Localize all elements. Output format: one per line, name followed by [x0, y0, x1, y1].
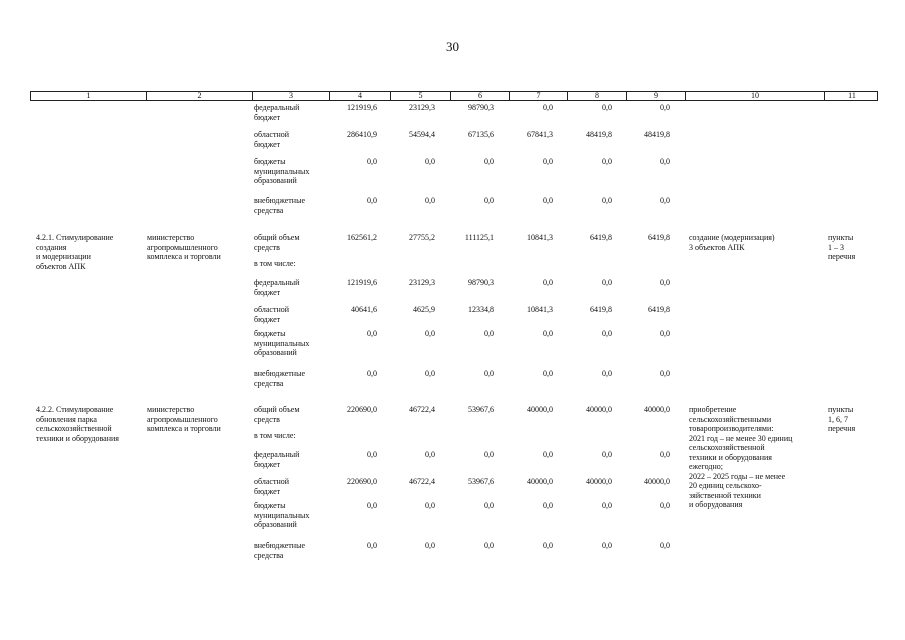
value-cell: 40000,0 [644, 405, 670, 414]
value-cell: 286410,9 [347, 130, 377, 139]
row-label: бюджеты муниципальных образований [254, 501, 310, 529]
value-cell: 0,0 [602, 196, 612, 205]
row-label: федеральный бюджет [254, 450, 300, 469]
row-label: областной бюджет [254, 477, 290, 496]
value-cell: 6419,8 [590, 233, 612, 242]
value-cell: 0,0 [484, 369, 494, 378]
value-cell: 0,0 [660, 329, 670, 338]
value-cell: 121919,6 [347, 278, 377, 287]
section-reference: пункты 1 – 3 перечня [828, 233, 856, 261]
value-cell: 12334,8 [468, 305, 494, 314]
section-executor: министерство агропромышленного комплекса и торговли [147, 233, 221, 261]
value-cell: 0,0 [602, 103, 612, 112]
column-header: 10 [685, 92, 824, 100]
value-cell: 67135,6 [468, 130, 494, 139]
value-cell: 4625,9 [413, 305, 435, 314]
value-cell: 0,0 [425, 450, 435, 459]
value-cell: 0,0 [484, 541, 494, 550]
value-cell: 6419,8 [648, 233, 670, 242]
value-cell: 46722,4 [409, 405, 435, 414]
value-cell: 0,0 [660, 278, 670, 287]
value-cell: 0,0 [660, 450, 670, 459]
value-cell: 0,0 [543, 369, 553, 378]
row-label: бюджеты муниципальных образований [254, 157, 310, 185]
value-cell: 40000,0 [527, 477, 553, 486]
value-cell: 0,0 [425, 541, 435, 550]
value-cell: 0,0 [484, 450, 494, 459]
value-cell: 0,0 [602, 450, 612, 459]
value-cell: 0,0 [425, 329, 435, 338]
value-cell: 0,0 [367, 369, 377, 378]
column-header: 11 [824, 92, 879, 100]
row-label: областной бюджет [254, 130, 290, 149]
value-cell: 27755,2 [409, 233, 435, 242]
value-cell: 0,0 [660, 103, 670, 112]
value-cell: 53967,6 [468, 405, 494, 414]
row-label: областной бюджет [254, 305, 290, 324]
column-header: 9 [626, 92, 685, 100]
value-cell: 0,0 [367, 157, 377, 166]
column-header: 5 [390, 92, 450, 100]
value-cell: 48419,8 [644, 130, 670, 139]
value-cell: 0,0 [602, 541, 612, 550]
row-label: федеральный бюджет [254, 278, 300, 297]
row-label: внебюджетные средства [254, 369, 305, 388]
value-cell: 0,0 [425, 196, 435, 205]
value-cell: 111125,1 [464, 233, 494, 242]
page-number: 30 [446, 39, 459, 54]
value-cell: 0,0 [367, 541, 377, 550]
value-cell: 40000,0 [527, 405, 553, 414]
row-label: внебюджетные средства [254, 541, 305, 560]
row-label: бюджеты муниципальных образований [254, 329, 310, 357]
value-cell: 0,0 [543, 501, 553, 510]
value-cell: 0,0 [543, 196, 553, 205]
column-header: 8 [567, 92, 626, 100]
column-header: 3 [252, 92, 329, 100]
section-executor: министерство агропромышленного комплекса и торговли [147, 405, 221, 433]
value-cell: 0,0 [660, 196, 670, 205]
value-cell: 46722,4 [409, 477, 435, 486]
section-name: 4.2.1. Стимулирование создания и модернизации объектов АПК [36, 233, 114, 271]
value-cell: 0,0 [484, 157, 494, 166]
value-cell: 0,0 [543, 157, 553, 166]
value-cell: 40000,0 [586, 405, 612, 414]
value-cell: 0,0 [484, 501, 494, 510]
value-cell: 54594,4 [409, 130, 435, 139]
value-cell: 10841,3 [527, 233, 553, 242]
value-cell: 220690,0 [347, 405, 377, 414]
value-cell: 23129,3 [409, 103, 435, 112]
value-cell: 53967,6 [468, 477, 494, 486]
value-cell: 40000,0 [586, 477, 612, 486]
column-header: 7 [509, 92, 567, 100]
row-label: федеральный бюджет [254, 103, 300, 122]
value-cell: 0,0 [660, 501, 670, 510]
value-cell: 0,0 [484, 196, 494, 205]
value-cell: 0,0 [660, 157, 670, 166]
value-cell: 121919,6 [347, 103, 377, 112]
value-cell: 0,0 [660, 369, 670, 378]
value-cell: 0,0 [425, 157, 435, 166]
column-header: 2 [146, 92, 252, 100]
column-header: 1 [86, 91, 91, 100]
value-cell: 0,0 [602, 278, 612, 287]
value-cell: 0,0 [543, 103, 553, 112]
value-cell: 0,0 [367, 501, 377, 510]
row-label-in-that-number: в том числе: [254, 431, 296, 440]
value-cell: 48419,8 [586, 130, 612, 139]
value-cell: 162561,2 [347, 233, 377, 242]
value-cell: 0,0 [484, 329, 494, 338]
value-cell: 6419,8 [648, 305, 670, 314]
value-cell: 0,0 [367, 329, 377, 338]
value-cell: 10841,3 [527, 305, 553, 314]
value-cell: 0,0 [602, 157, 612, 166]
table-header-row [30, 91, 878, 101]
row-label: общий объем средств [254, 233, 300, 252]
value-cell: 40000,0 [644, 477, 670, 486]
value-cell: 67841,3 [527, 130, 553, 139]
value-cell: 98790,3 [468, 103, 494, 112]
value-cell: 0,0 [543, 329, 553, 338]
value-cell: 0,0 [602, 329, 612, 338]
column-header: 4 [329, 92, 390, 100]
value-cell: 40641,6 [351, 305, 377, 314]
value-cell: 0,0 [660, 541, 670, 550]
column-header: 6 [450, 92, 509, 100]
row-label: внебюджетные средства [254, 196, 305, 215]
value-cell: 0,0 [543, 450, 553, 459]
section-result: приобретение сельскохозяйственными товаропроизводителями: 2021 год – не менее 30 единиц сельскохозяйственной техники и оборудования ежегодно; 2022 – 2025 годы – не менее 20 единиц сельскохо- зяйственной техники и оборудования [689, 405, 793, 509]
value-cell: 220690,0 [347, 477, 377, 486]
value-cell: 98790,3 [468, 278, 494, 287]
value-cell: 0,0 [425, 501, 435, 510]
section-reference: пункты 1, 6, 7 перечня [828, 405, 856, 433]
row-label-in-that-number: в том числе: [254, 259, 296, 268]
value-cell: 0,0 [367, 450, 377, 459]
value-cell: 0,0 [367, 196, 377, 205]
value-cell: 0,0 [543, 541, 553, 550]
row-label: общий объем средств [254, 405, 300, 424]
value-cell: 0,0 [425, 369, 435, 378]
value-cell: 6419,8 [590, 305, 612, 314]
value-cell: 0,0 [602, 369, 612, 378]
value-cell: 23129,3 [409, 278, 435, 287]
section-name: 4.2.2. Стимулирование обновления парка сельскохозяйственной техники и оборудования [36, 405, 119, 443]
value-cell: 0,0 [602, 501, 612, 510]
value-cell: 0,0 [543, 278, 553, 287]
section-result: создание (модернизация) 3 объектов АПК [689, 233, 775, 252]
